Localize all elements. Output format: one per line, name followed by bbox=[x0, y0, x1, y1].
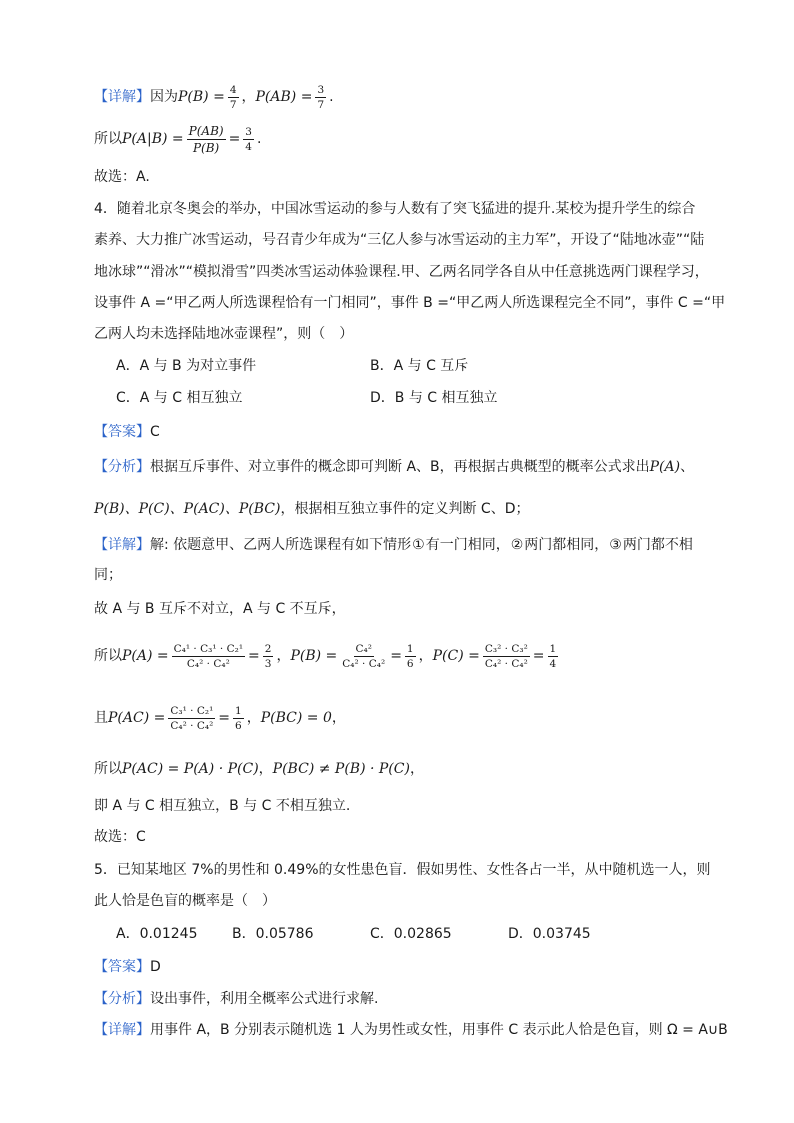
q5-option-b: B．0.05786 bbox=[232, 926, 314, 942]
fraction: $\frac{\text{C₄²}}{\text{C₄² · C₄²}}$ bbox=[342, 642, 386, 670]
q4-detail-2: 同； bbox=[94, 567, 122, 583]
q4-stem-2: 素养、大力推广冰雪运动，号召青少年成为“三亿人参与冰雪运动的主力军”，开设了“陆地冰壶”“陆 bbox=[94, 232, 705, 248]
q4-independence-check: 所以 P(AC) = P(A) · P(C) ， P(BC) ≠ P(B) · P(C) ， bbox=[94, 761, 424, 777]
fraction: $\frac{3}{4}$ bbox=[245, 125, 252, 153]
q4-detail-1: 【详解】 解: 依题意甲、乙两人所选课程有如下情形 ① 有一门相同， ② 两门都相同， ③ 两门都不相 bbox=[94, 537, 693, 553]
q5-stem-1: 5．已知某地区 7%的男性和 0.49%的女性患色盲．假如男性、女性各占一半，从中随机选一人，则 bbox=[94, 862, 711, 878]
q4-option-d: D．B 与 C 相互独立 bbox=[370, 390, 498, 406]
detail-line-2: 所以 P(A|B) = $\frac{P(AB)}{P(B)}$ = $\frac{3}{4}$ . bbox=[94, 123, 262, 155]
q4-choice: 故选：C bbox=[94, 829, 146, 845]
q5-stem-2: 此人恰是色盲的概率是（ ） bbox=[94, 893, 276, 909]
circled-number: ③ bbox=[609, 537, 622, 553]
q5-option-d: D．0.03745 bbox=[508, 926, 591, 942]
q4-stem-4: 设事件 A =“甲乙两人所选课程恰有一门相同”，事件 B =“甲乙两人所选课程完全不同”，事件 C =“甲 bbox=[94, 295, 726, 311]
detail-line-1: 【详解】 因为 P(B) = $\frac{4}{7}$ ， P(AB) = $\frac{3}{7}$ . bbox=[94, 83, 334, 111]
q4-option-b: B．A 与 C 互斥 bbox=[370, 358, 469, 374]
detail-tag: 【详解】 bbox=[94, 89, 150, 105]
q5-option-a: A．0.01245 bbox=[116, 926, 198, 942]
q4-probabilities: 所以 P(A) = $\frac{\text{C₄¹ · C₃¹ · C₂¹}}{\text{C₄² · C₄²}}$ = $\frac{2}{3}$ ， P(B) = $\frac{\text{C₄²}}{\text{C₄² · C₄²}}$ = $\frac{1}{6}$ ， P(C) = $\frac{\text{C₃² · C₃²}}{\text{C₄² · C₄²}}$ = $\frac{1}{4}$ bbox=[94, 642, 557, 670]
q4-joint-probabilities: 且 P(AC) = $\frac{\text{C₃¹ · C₂¹}}{\text{C₄² · C₄²}}$ = $\frac{1}{6}$ ， P(BC) = 0 ， bbox=[94, 704, 346, 732]
q4-option-a: A．A 与 B 为对立事件 bbox=[116, 358, 257, 374]
q4-stem-3: 地冰球”“滑冰”“模拟滑雪”四类冰雪运动体验课程.甲、乙两名同学各自从中任意挑选两门课程学习， bbox=[94, 264, 709, 280]
q5-option-c: C．0.02865 bbox=[370, 926, 452, 942]
fraction: $\frac{1}{6}$ bbox=[235, 704, 242, 732]
fraction: $\frac{\text{C₃² · C₃²}}{\text{C₄² · C₄²}}$ bbox=[484, 642, 528, 670]
fraction: $\frac{P(AB)}{P(B)}$ bbox=[188, 123, 224, 155]
q4-stem-1: 4．随着北京冬奥会的举办，中国冰雪运动的参与人数有了突飞猛进的提升.某校为提升学生的综合 bbox=[94, 201, 696, 217]
fraction: $\frac{1}{6}$ bbox=[406, 642, 414, 670]
q5-analysis: 【分析】 设出事件，利用全概率公式进行求解. bbox=[94, 991, 379, 1007]
fraction: $\frac{\text{C₄¹ · C₃¹ · C₂¹}}{\text{C₄² · C₄²}}$ bbox=[173, 642, 244, 670]
circled-number: ① bbox=[412, 537, 425, 553]
circled-number: ② bbox=[510, 537, 524, 553]
fraction: $\frac{4}{7}$ bbox=[229, 83, 237, 111]
q4-detail-3: 故 A 与 B 互斥不对立，A 与 C 不互斥， bbox=[94, 601, 346, 617]
choice-line: 故选：A. bbox=[94, 169, 150, 185]
fraction: $\frac{3}{7}$ bbox=[317, 83, 325, 111]
q5-answer: 【答案】 D bbox=[94, 959, 161, 975]
fraction: $\frac{2}{3}$ bbox=[264, 642, 272, 670]
q5-detail: 【详解】 用事件 A，B 分别表示随机选 1 人为男性或女性，用事件 C 表示此人恰是色盲，则 Ω = A∪B bbox=[94, 1022, 728, 1038]
q4-analysis-1: 【分析】 根据互斥事件、对立事件的概念即可判断 A、B，再根据古典概型的概率公式求出 P(A) 、 bbox=[94, 459, 695, 475]
q4-answer: 【答案】 C bbox=[94, 424, 160, 440]
fraction: $\frac{\text{C₃¹ · C₂¹}}{\text{C₄² · C₄²}}$ bbox=[170, 704, 214, 732]
q4-conclusion: 即 A 与 C 相互独立，B 与 C 不相互独立. bbox=[94, 798, 351, 814]
q4-stem-5: 乙两人均未选择陆地冰壶课程”，则（ ） bbox=[94, 326, 354, 342]
q4-analysis-2: P(B)、P(C)、P(AC)、P(BC) ，根据相互独立事件的定义判断 C、D； bbox=[94, 501, 530, 517]
q4-option-c: C．A 与 C 相互独立 bbox=[116, 390, 243, 406]
fraction: $\frac{1}{4}$ bbox=[549, 642, 557, 670]
